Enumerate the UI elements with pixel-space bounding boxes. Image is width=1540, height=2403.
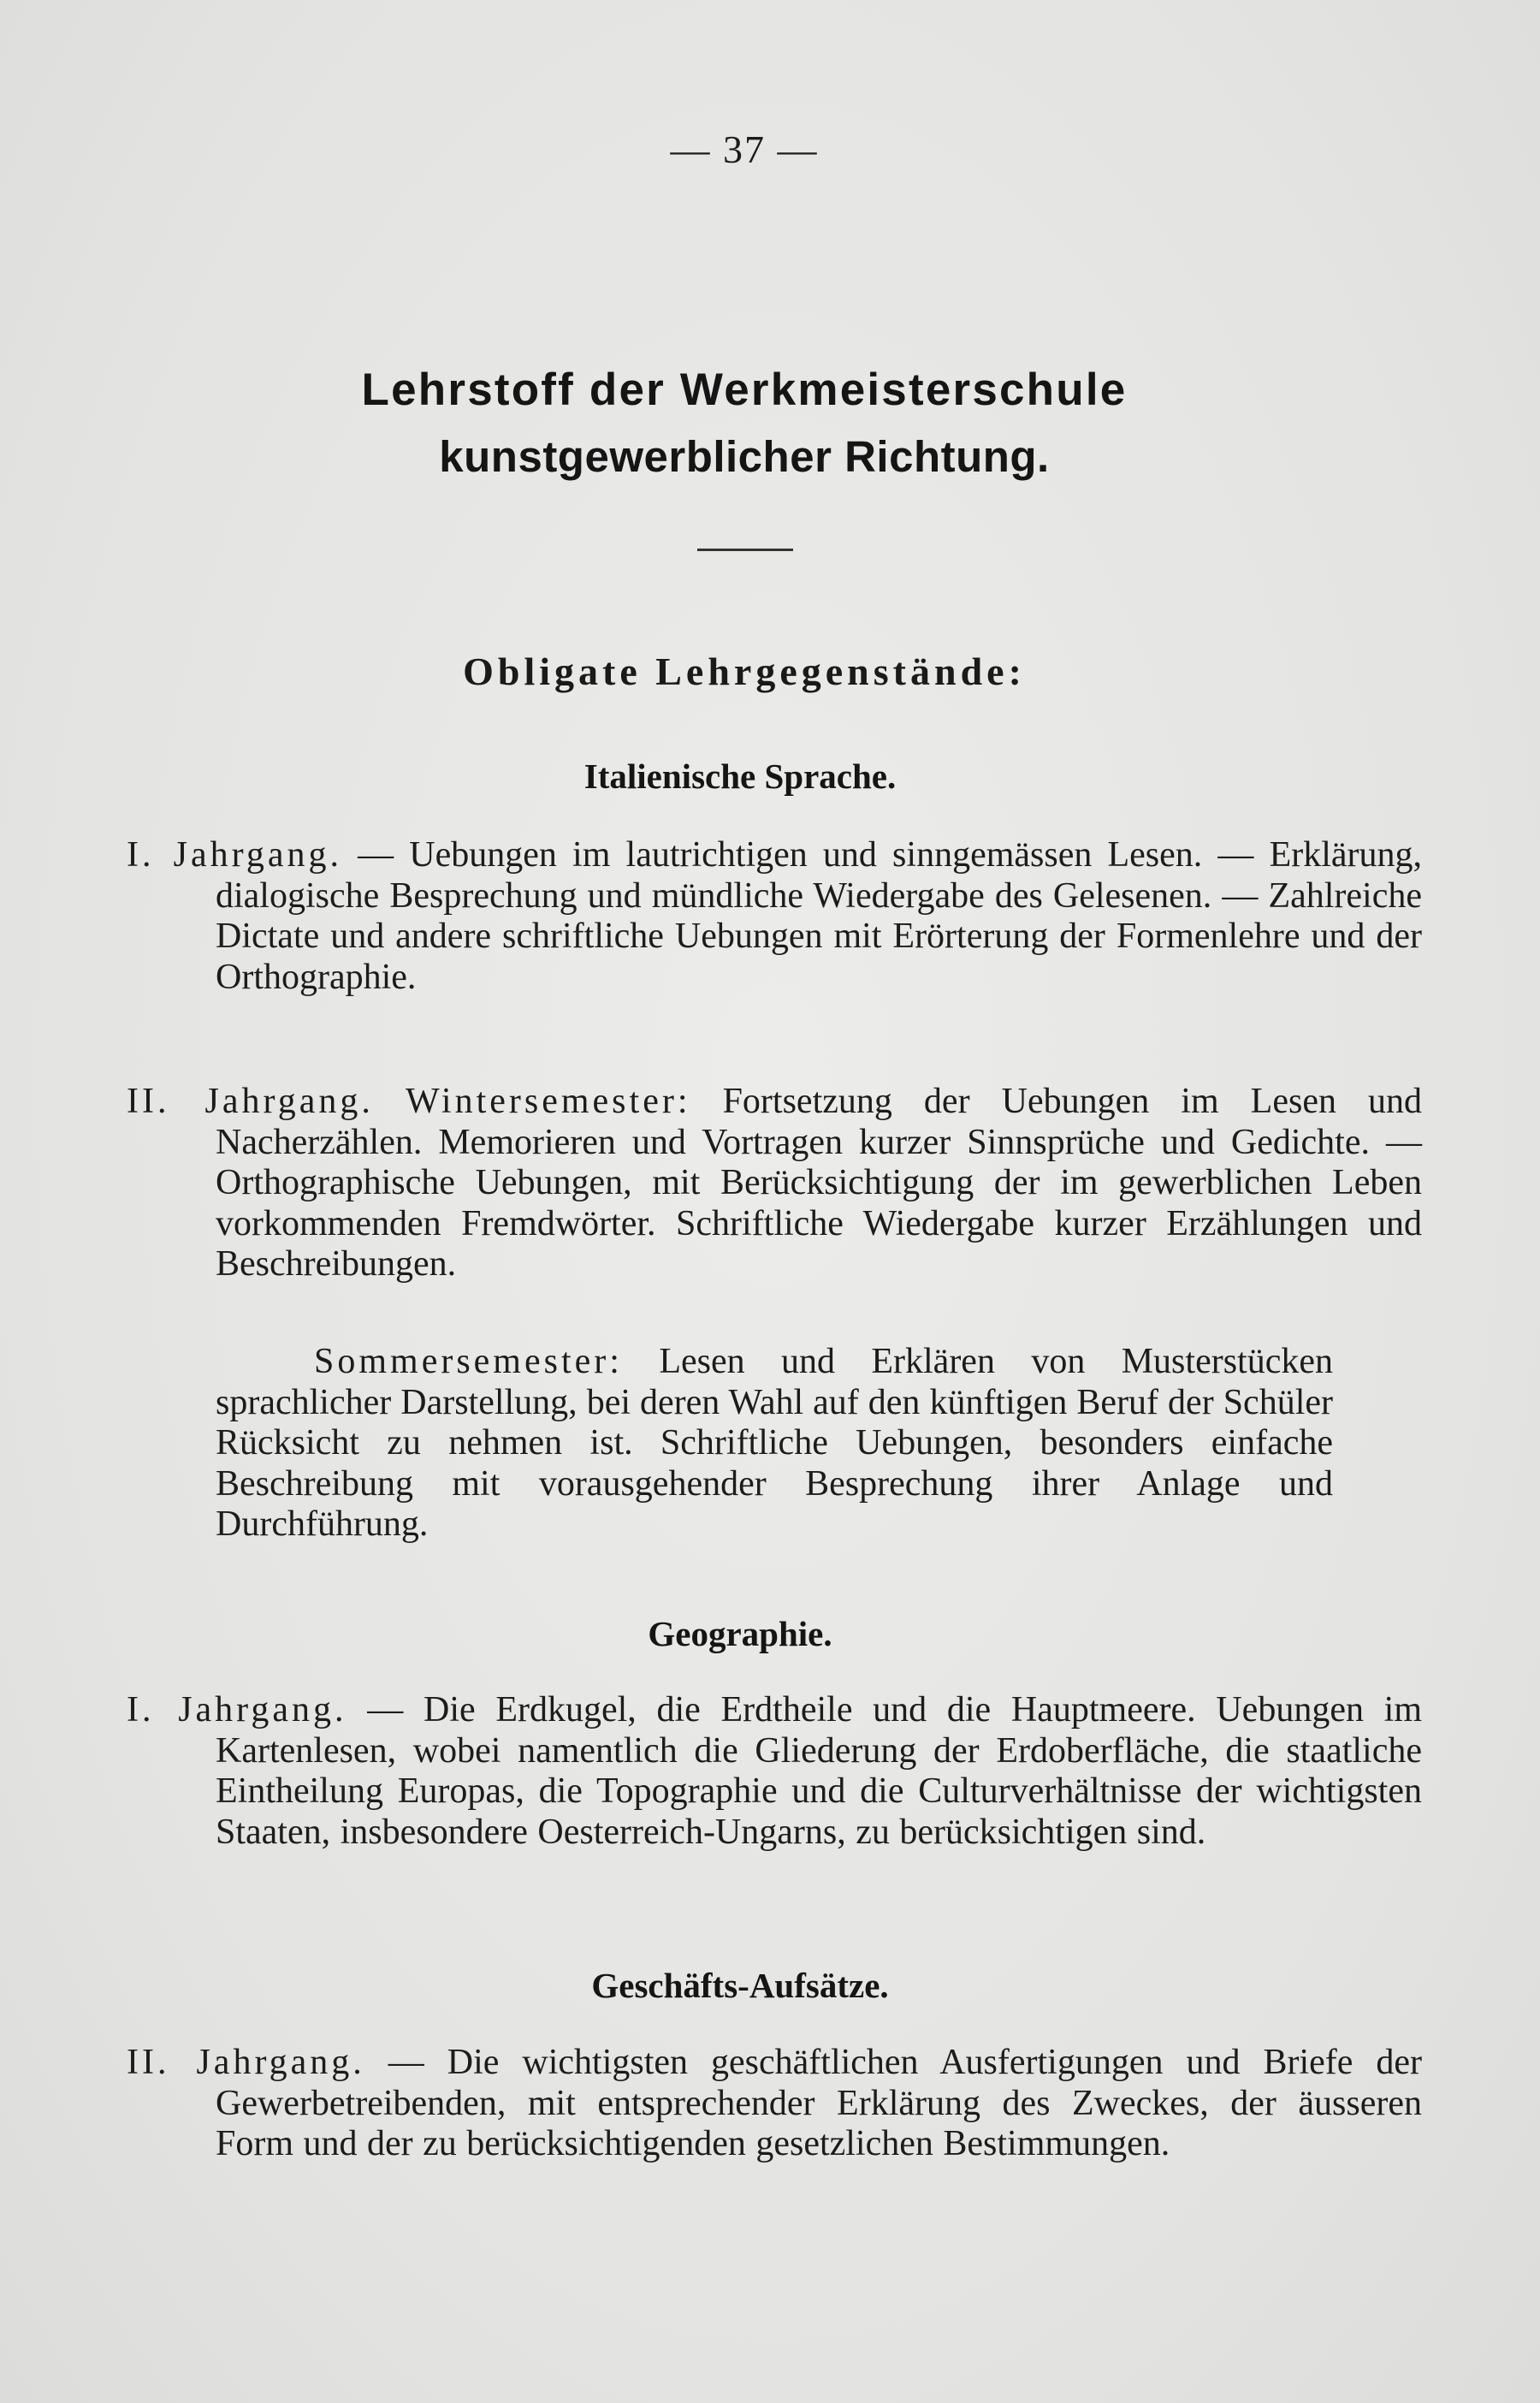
section-heading-geschaefts-aufsaetze: Geschäfts-Aufsätze. [591,1966,889,2005]
paragraph-text: Fortsetzung der Uebungen im Lesen und Nacherzählen. Memorieren und Vortragen kurzer Sinnsprüche und Gedichte. — Orthographische Uebungen, mit Berücksichtigung der im gewerblichen Leben vorkommenden Fremdwörter. Schriftliche Wiedergabe kurzer Erzählungen und Beschreibungen. [216,1082,1423,1284]
paragraph-label: II. Jahrgang. [127,1082,374,1121]
subtitle: Obligate Lehrgegenstände: [463,650,1026,693]
paragraph-text: — Die Erdkugel, die Erdtheile und die Hauptmeere. Uebungen im Kartenlesen, wobei namentlich die Gliederung der Erdoberfläche, die staatliche Eintheilung Europas, die Topographie und die Culturverhältnisse der wichtigsten Staaten, insbesondere Oesterreich-Ungarns, zu berücksichtigen sind. [216,1690,1423,1852]
paragraph-italienisch-sommersemester [216,1342,1333,1546]
title-divider [697,549,793,551]
paragraph-label: I. Jahrgang. [127,835,342,875]
paragraph-term: Wintersemester: [405,1082,691,1121]
section-heading-italienische-sprache: Italienische Sprache. [583,756,897,796]
paragraph-term: Sommersemester: [314,1342,623,1381]
page-title-line2: kunstgewerblicher Richtung. [439,432,1050,481]
paragraph-label: I. Jahrgang. [127,1690,347,1730]
page-title: Lehrstoff der Werkmeisterschule [361,365,1128,415]
paragraph-geographie-jahrgang-1 [127,1690,1422,1853]
paragraph-text: — Die wichtigsten geschäftlichen Ausfertigungen und Briefe der Gewerbetreibenden, mit entsprechender Erklärung des Zweckes, der äusseren Form und der zu berücksichtigenden gesetzlichen Bestimmungen. [216,2043,1423,2163]
paragraph-text: Lesen und Erklären von Musterstücken sprachlicher Darstellung, bei deren Wahl auf den künftigen Beruf der Schüler Rücksicht zu nehmen ist. Schriftliche Uebungen, besonders einfache Beschreibung mit vorausgehender Besprechung ihrer Anlage und Durchführung. [216,1342,1333,1544]
paragraph-italienisch-jahrgang-2 [127,1082,1422,1285]
paragraph-geschaefts-jahrgang-2 [127,2043,1422,2165]
page-number: — 37 — [670,128,819,171]
paragraph-italienisch-jahrgang-1 [127,835,1422,998]
section-heading-geographie: Geographie. [648,1614,832,1653]
paragraph-label: II. Jahrgang. [127,2043,365,2082]
paragraph-text: — Uebungen im lautrichtigen und sinngemässen Lesen. — Erklärung, dialogische Besprechung und mündliche Wiedergabe des Gelesenen. — Zahlreiche Dictate und andere schriftliche Uebungen mit Erörterung der Formenlehre und der Orthographie. [216,835,1423,997]
